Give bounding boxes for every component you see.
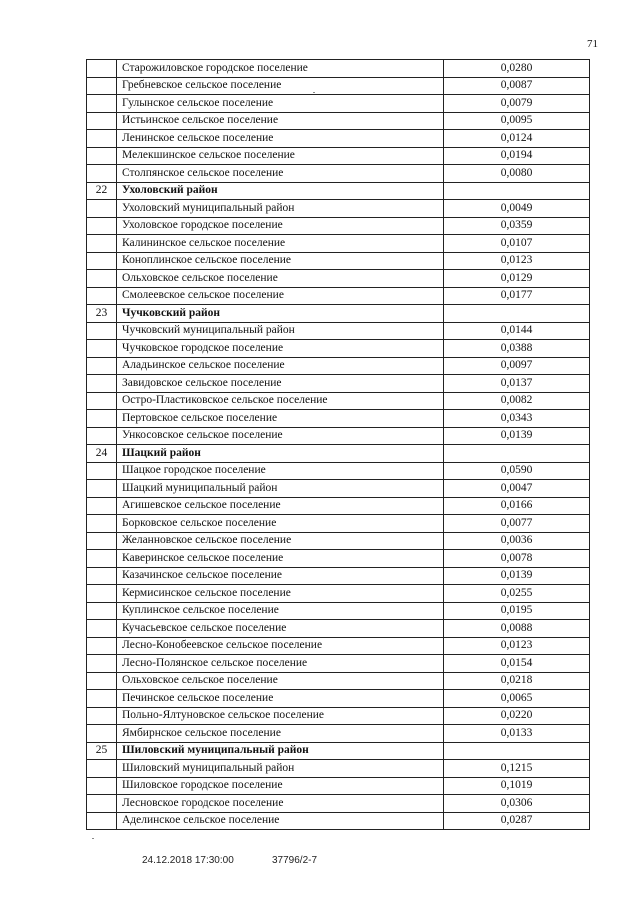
settlement-name-cell: Куплинское сельское поселение [117,602,444,620]
coefficient-cell: 0,0139 [444,427,590,445]
settlement-name-cell: Борковское сельское поселение [117,515,444,533]
settlement-name-cell: Чучковское городское поселение [117,340,444,358]
settlement-name-cell: Чучковский муниципальный район [117,322,444,340]
settlement-name-cell: Ухоловское городское поселение [117,217,444,235]
row-number-cell [87,77,117,95]
coefficient-cell: 0,0280 [444,60,590,78]
table-row [87,602,590,620]
table-row [87,515,590,533]
coefficient-cell [444,742,590,760]
table-row [87,200,590,218]
coefficient-cell: 0,0139 [444,567,590,585]
coefficient-cell: 0,0077 [444,515,590,533]
table-row [87,777,590,795]
settlement-name-cell: Лесно-Конобеевское сельское поселение [117,637,444,655]
row-number-cell [87,60,117,78]
row-number-cell: 22 [87,182,117,200]
table-row [87,375,590,393]
settlement-name-cell: Печинское сельское поселение [117,690,444,708]
settlement-name-cell: Ольховское сельское поселение [117,672,444,690]
row-number-cell [87,410,117,428]
settlement-name-cell: Ухоловский район [117,182,444,200]
row-number-cell [87,672,117,690]
settlement-name-cell: Агишевское сельское поселение [117,497,444,515]
settlement-name-cell: Завидовское сельское поселение [117,375,444,393]
row-number-cell [87,690,117,708]
coefficient-cell: 0,1215 [444,760,590,778]
coefficient-cell: 0,0137 [444,375,590,393]
coefficient-cell: 0,0088 [444,620,590,638]
table-row [87,217,590,235]
row-number-cell [87,322,117,340]
row-number-cell [87,130,117,148]
table-row [87,322,590,340]
settlement-name-cell: Шиловское городское поселение [117,777,444,795]
coefficient-cell: 0,0287 [444,812,590,830]
table-row [87,392,590,410]
scan-speck [313,92,315,93]
coefficient-cell: 0,0255 [444,585,590,603]
table-row [87,620,590,638]
row-number-cell [87,462,117,480]
settlement-name-cell: Шацкий муниципальный район [117,480,444,498]
settlement-name-cell: Шацкое городское поселение [117,462,444,480]
coefficient-cell: 0,0078 [444,550,590,568]
settlement-name-cell: Шацкий район [117,445,444,463]
settlement-name-cell: Остро-Пластиковское сельское поселение [117,392,444,410]
settlement-name-cell: Лесно-Полянское сельское поселение [117,655,444,673]
page-number: 71 [587,38,598,50]
row-number-cell [87,165,117,183]
row-number-cell [87,585,117,603]
coefficient-cell: 0,0080 [444,165,590,183]
coefficient-cell: 0,0218 [444,672,590,690]
row-number-cell: 25 [87,742,117,760]
table-row [87,462,590,480]
coefficient-cell: 0,0107 [444,235,590,253]
coefficient-cell: 0,0123 [444,252,590,270]
settlement-name-cell: Аладьинское сельское поселение [117,357,444,375]
settlement-name-cell: Истьинское сельское поселение [117,112,444,130]
settlement-name-cell: Смолеевское сельское поселение [117,287,444,305]
table-row [87,410,590,428]
settlement-name-cell: Каверинское сельское поселение [117,550,444,568]
row-number-cell [87,515,117,533]
coefficient-cell: 0,0133 [444,725,590,743]
row-number-cell [87,235,117,253]
coefficient-cell: 0,0065 [444,690,590,708]
settlement-name-cell: Калининское сельское поселение [117,235,444,253]
table-row [87,655,590,673]
coefficient-cell: 0,0129 [444,270,590,288]
coefficient-cell: 0,0154 [444,655,590,673]
settlement-name-cell: Ленинское сельское поселение [117,130,444,148]
settlement-name-cell: Мелекшинское сельское поселение [117,147,444,165]
table-row [87,567,590,585]
table-row [87,497,590,515]
row-number-cell [87,602,117,620]
table-row [87,235,590,253]
district-header-row [87,742,590,760]
table-row [87,60,590,78]
table-row [87,112,590,130]
settlement-name-cell: Ухоловский муниципальный район [117,200,444,218]
coefficient-cell: 0,0388 [444,340,590,358]
row-number-cell [87,725,117,743]
coefficient-cell [444,305,590,323]
row-number-cell [87,112,117,130]
table-row [87,637,590,655]
table-row [87,707,590,725]
table-row [87,287,590,305]
row-number-cell [87,480,117,498]
table-row [87,550,590,568]
coefficient-cell: 0,1019 [444,777,590,795]
settlement-name-cell: Шиловский муниципальный район [117,742,444,760]
settlement-name-cell: Аделинское сельское поселение [117,812,444,830]
row-number-cell [87,795,117,813]
row-number-cell: 23 [87,305,117,323]
coefficient-cell: 0,0097 [444,357,590,375]
settlement-name-cell: Лесновское городское поселение [117,795,444,813]
coefficient-cell: 0,0049 [444,200,590,218]
district-header-row [87,182,590,200]
row-number-cell [87,777,117,795]
coefficient-cell: 0,0177 [444,287,590,305]
coefficient-cell: 0,0079 [444,95,590,113]
settlement-name-cell: Ункосовское сельское поселение [117,427,444,445]
district-header-row [87,305,590,323]
coefficient-cell: 0,0195 [444,602,590,620]
settlement-name-cell: Пертовское сельское поселение [117,410,444,428]
table-row [87,95,590,113]
coefficient-cell: 0,0082 [444,392,590,410]
coefficient-cell: 0,0166 [444,497,590,515]
row-number-cell [87,147,117,165]
settlement-name-cell: Чучковский район [117,305,444,323]
settlement-name-cell: Польно-Ялтуновское сельское поселение [117,707,444,725]
table-row [87,760,590,778]
table-row [87,690,590,708]
coefficient-cell: 0,0124 [444,130,590,148]
footer-doc-code: 37796/2-7 [272,855,318,866]
row-number-cell [87,287,117,305]
table-row [87,480,590,498]
coefficient-cell: 0,0087 [444,77,590,95]
table-row [87,532,590,550]
coefficient-cell: 0,0359 [444,217,590,235]
coefficient-cell: 0,0144 [444,322,590,340]
row-number-cell [87,620,117,638]
row-number-cell [87,427,117,445]
row-number-cell [87,532,117,550]
row-number-cell [87,95,117,113]
row-number-cell [87,567,117,585]
table-row [87,357,590,375]
settlement-name-cell: Столпянское сельское поселение [117,165,444,183]
row-number-cell [87,270,117,288]
scan-speck [92,838,94,839]
table-row [87,252,590,270]
row-number-cell [87,375,117,393]
coefficient-cell: 0,0306 [444,795,590,813]
table-row [87,795,590,813]
table-row [87,672,590,690]
district-header-row [87,445,590,463]
table-row [87,270,590,288]
row-number-cell [87,252,117,270]
settlement-name-cell: Гулынское сельское поселение [117,95,444,113]
row-number-cell [87,707,117,725]
table-row [87,340,590,358]
settlement-name-cell: Кучасьевское сельское поселение [117,620,444,638]
settlement-name-cell: Коноплинское сельское поселение [117,252,444,270]
row-number-cell [87,655,117,673]
coefficient-cell: 0,0343 [444,410,590,428]
row-number-cell [87,340,117,358]
settlement-name-cell: Гребневское сельское поселение [117,77,444,95]
settlement-name-cell: Казачинское сельское поселение [117,567,444,585]
row-number-cell [87,812,117,830]
table-row [87,165,590,183]
coefficient-cell [444,445,590,463]
table-row [87,725,590,743]
settlement-name-cell: Шиловский муниципальный район [117,760,444,778]
allocation-table [86,59,590,830]
settlement-name-cell: Старожиловское городское поселение [117,60,444,78]
coefficient-cell [444,182,590,200]
row-number-cell [87,497,117,515]
coefficient-cell: 0,0123 [444,637,590,655]
row-number-cell [87,357,117,375]
table-body [87,60,590,830]
coefficient-cell: 0,0194 [444,147,590,165]
settlement-name-cell: Ольховское сельское поселение [117,270,444,288]
table-row [87,427,590,445]
row-number-cell [87,550,117,568]
footer-timestamp: 24.12.2018 17:30:00 [142,855,234,866]
settlement-name-cell: Кермисинское сельское поселение [117,585,444,603]
row-number-cell: 24 [87,445,117,463]
coefficient-cell: 0,0036 [444,532,590,550]
row-number-cell [87,637,117,655]
settlement-name-cell: Желанновское сельское поселение [117,532,444,550]
table-row [87,77,590,95]
coefficient-cell: 0,0220 [444,707,590,725]
table-row [87,812,590,830]
table-row [87,585,590,603]
settlement-name-cell: Ямбирнское сельское поселение [117,725,444,743]
row-number-cell [87,200,117,218]
row-number-cell [87,760,117,778]
row-number-cell [87,392,117,410]
coefficient-cell: 0,0095 [444,112,590,130]
row-number-cell [87,217,117,235]
coefficient-cell: 0,0590 [444,462,590,480]
table-row [87,130,590,148]
coefficient-cell: 0,0047 [444,480,590,498]
table-row [87,147,590,165]
